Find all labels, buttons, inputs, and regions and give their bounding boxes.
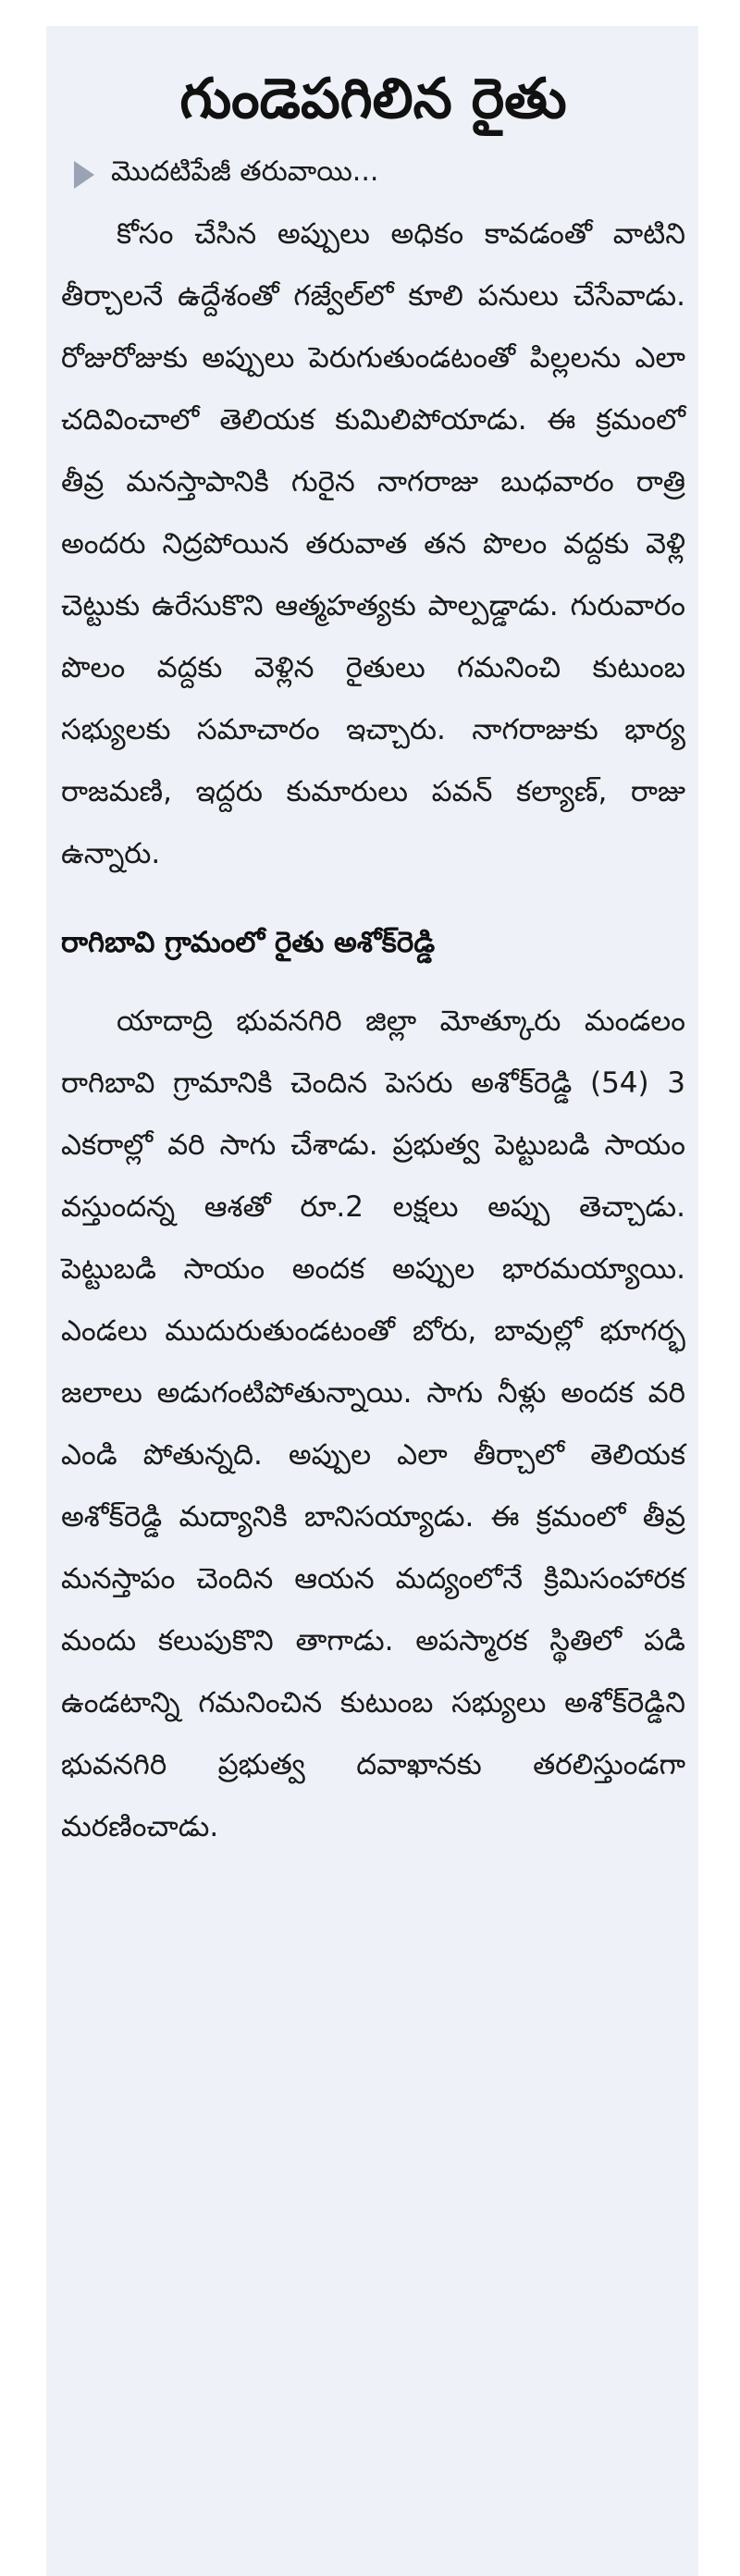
continued-label: మొదటిపేజీ తరువాయి...	[111, 155, 379, 188]
subheading: రాగిబావి గ్రామంలో రైతు అశోక్‌రెడ్డి	[61, 926, 436, 959]
chevron-right-icon	[74, 161, 94, 189]
news-clipping	[46, 26, 698, 2576]
article-paragraph-1: కోసం చేసిన అప్పులు అధికం కావడంతో వాటిని తీర్చాలనే ఉద్దేశంతో గజ్వేల్‌లో కూలి పనులు చేసేవాడు. రోజురోజుకు అప్పులు పెరుగుతుండటంతో పిల్లలను ఎలా చదివించాలో తెలియక కుమిలిపోయాడు. ఈ క్రమంలో తీవ్ర మనస్తాపానికి గురైన నాగరాజు బుధవారం రాత్రి అందరు నిద్రపోయిన తరువాత తన పొలం వద్దకు వెళ్లి చెట్టుకు ఉరేసుకొని ఆత్మహత్యకు పాల్పడ్డాడు. గురువారం పొలం వద్దకు వెళ్లిన రైతులు గమనించి కుటుంబ సభ్యులకు సమాచారం ఇచ్చారు. నాగరాజుకు భార్య రాజమణి, ఇద్దరు కుమారులు పవన్ కల్యాణ్, రాజు ఉన్నారు.	[61, 217, 685, 870]
headline: గుండెపగిలిన రైతు	[179, 67, 567, 131]
article-paragraph-2: యాదాద్రి భువనగిరి జిల్లా మోత్కూరు మండలం రాగిబావి గ్రామానికి చెందిన పెసరు అశోక్‌రెడ్డి (54) 3 ఎకరాల్లో వరి సాగు చేశాడు. ప్రభుత్వ పెట్టుబడి సాయం వస్తుందన్న ఆశతో రూ.2 లక్షలు అప్పు తెచ్చాడు. పెట్టుబడి సాయం అందక అప్పుల భారమయ్యాయి. ఎండలు ముదురుతుండటంతో బోరు, బావుల్లో భూగర్భ జలాలు అడుగంటిపోతున్నాయి. సాగు నీళ్లు అందక వరి ఎండి పోతున్నది. అప్పుల ఎలా తీర్చాలో తెలియక అశోక్‌రెడ్డి మద్యానికి బానిసయ్యాడు. ఈ క్రమంలో తీవ్ర మనస్తాపం చెందిన ఆయన మద్యంలోనే క్రిమిసంహారక మందు కలుపుకొని తాగాడు. అపస్మారక స్థితిలో పడి ఉండటాన్ని గమనించిన కుటుంబ సభ్యులు అశోక్‌రెడ్డిని భువనగిరి ప్రభుత్వ దవాఖానకు తరలిస్తుండగా మరణించాడు.	[61, 1005, 685, 1843]
continued-from-front-page	[61, 152, 685, 198]
